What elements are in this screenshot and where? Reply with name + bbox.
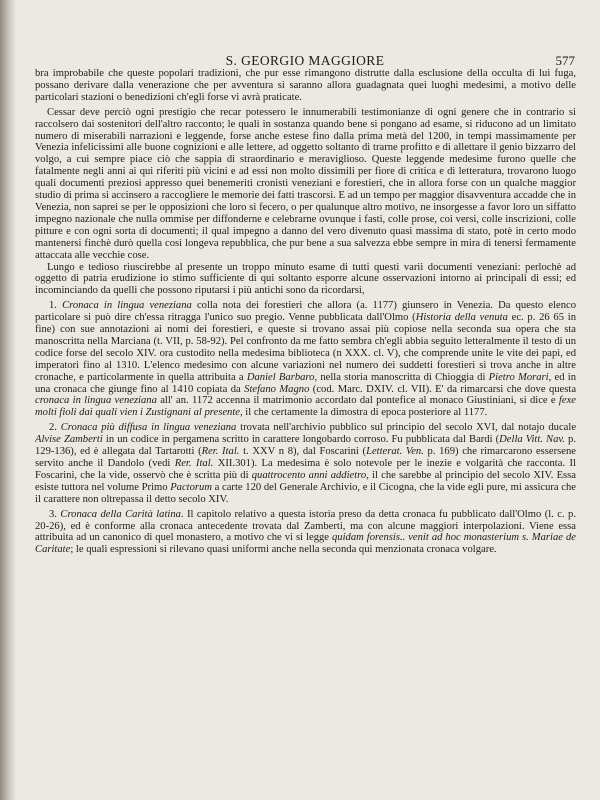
text-run: XII.301). La medesima è solo notevole per le inezie e volgarità che racconta. Il Foscarini, che la vide, osservò che è scritta più di — [35, 458, 576, 481]
text-run: , il che sarebbe al principio del secolo XIV. Essa esiste tuttora nel volume Primo — [35, 469, 576, 493]
text-run: t. XXV n 8), dal Foscarini ( — [239, 446, 367, 458]
page-number: 577 — [555, 53, 575, 68]
page-body — [35, 68, 576, 790]
text-run: . Il capitolo relativo a questa istoria preso da detta cronaca fu pubblicato dall'Olmo (l. c. p. 20-26), ed è conforme alla cronaca antecedente trovata dal Zamberti, ma con alcune maggiori interpolazioni. Viene essa attribuita ad un canonico di quel monastero, a motivo che vi si legge — [35, 508, 576, 544]
italic-text: quattrocento anni addietro — [251, 469, 367, 481]
entry-cronaca-3 — [35, 509, 576, 557]
paragraph-continuation: bra improbabile che queste popolari tradizioni, che pur esse rimangono distrutte dalla esclusione della occulta di lui fuga, possano derivare dalla venerazione che per avventura si saranno allora guadagnata quei luoghi medesimi, a motivo delle particolari stazioni o benedizioni ch'egli forse vi avrà praticate. — [35, 68, 576, 103]
text-run: 3. — [49, 508, 61, 520]
italic-text: Della Vitt. Nav. — [499, 434, 565, 446]
italic-text: Daniel Barbaro — [246, 371, 315, 383]
text-run: colla nota dei forestieri che allora (a. 1177) giunsero in Venezia. Da questo elenco particolare si può dire ch'essa ritragga l'unico suo pregio. Venne pubblicata dall'Olmo ( — [35, 300, 576, 324]
italic-text: quidam forensis.. venit ad hoc monasterium s. Mariae de Caritate — [35, 532, 576, 556]
paragraph-cessar: Cessar deve perciò ogni prestigio che recar potessero le innumerabili testimonianze di ogni genere che in contrario si raccolsero dai sostenitori dell'altro racconto; le quali in sostanza quando bene si pongano ad esame, si riducono ad un limitato numero di miserabili narrazioni e leggende, forse anche estese fino dalla prima metà del 1200, in tempi massimamente per Venezia infelicissimi alle buone cognizioni e alle lettere, ad oggetto soltanto di trarne profitto e di allettare il genio bizzarro del volgo, a cui sempre piace ciò che sappia di straordinario e meraviglioso. Queste leggende medesime furono quelle che fatalmente negli anni ai qui riferiti più vicini e ad essi non molto dissimili per fiore di critica e di letteratura, trovarono luogo quali documenti preziosi appresso quei benemeriti cronisti veneziani e forestieri, che in allora forse con un qualche maggior studio di prima si accinsero a raccogliere le memorie dei fatti trascorsi. E ad un tempo per maggior disavventura accadde che in Venezia, non saprei se per le opposizioni che loro si fecero, o per qualunque altro motivo, ne insorgesse a favor loro un siffatto impegno nazionale che nulla ommise per diffonderne e celebrarne ovunque i fasti, colle prose, coi versi, colle inscrizioni, colle pitture e con ogni sorta di documenti; il qual impegno a danno del vero divenuto quasi massima di stato, potè in certo modo mantenersi finchè durò quella così longeva repubblica, che pur bene a sua salvezza ebbe sempre in mira di tenersi fermamente attaccata alle vecchie cose. — [35, 106, 576, 261]
text-run: 1. — [49, 300, 63, 312]
entry-cronaca-2 — [35, 422, 576, 505]
text-run: all' an. 1172 accenna il matrimonio accordato dal pontefice al monaco Giustiniani, si dice e — [156, 395, 559, 407]
text-run: , nella storia manoscritta di Chioggia di — [314, 371, 489, 383]
text-run: a carte 120 del Generale Archivio, e il Cicogna, che la vide egli pure, mi assicura che il carattere non oltrepassa il detto secolo XIV. — [35, 481, 576, 505]
text-run: il che certamente la dimostra di epoca posteriore al 1177. — [242, 407, 488, 419]
italic-text: cronaca in lingua veneziana — [35, 395, 157, 407]
italic-text: Pactorum — [170, 481, 212, 493]
text-run: (cod. Marc. DXIV. cl. VII). E' da rimarcarsi che dove questa — [309, 383, 576, 395]
italic-text: Letterat. Ven. — [366, 446, 424, 458]
italic-text: Cronaca della Carità latina — [60, 508, 181, 520]
text-run: ; le quali espressioni si rilevano quasi uniformi anche nella seconda qui menzionata cronaca volgare. — [70, 544, 497, 556]
text-run: p. 169) che rimarcarono essersene servito anche il Dandolo (vedi — [35, 446, 576, 469]
italic-text: Pietro Morari — [488, 371, 549, 383]
italic-text: Historia della venuta — [415, 312, 508, 324]
page-header — [35, 54, 575, 68]
italic-text: Cronaca più diffusa in lingua veneziana — [60, 422, 237, 434]
italic-text: Rer. Ital. — [201, 446, 240, 458]
italic-text: Rer. Ital. — [174, 458, 214, 469]
paragraph-lungo: Lungo e tedioso riuscirebbe al presente un troppo minuto esame di tutti questi varii documenti veneziani: perlochè ad oggetto di patria erudizione io stimo sufficiente di qui soltanto esporre alcune osservazioni intorno ai principali di essi; ed incominciando da quelli che possono riputarsi i più antichi sono da ricordarsi, — [35, 261, 576, 297]
italic-text: fexe molti fioli dai quali vien i Zustignani al presente, — [35, 395, 576, 419]
running-head: S. GEORGIO MAGGIORE — [225, 53, 385, 68]
text-run: 2. — [49, 422, 61, 434]
italic-text: Stefano Magno — [244, 383, 310, 395]
entry-cronaca-1 — [35, 300, 576, 419]
book-spine-shadow — [0, 0, 16, 800]
text-run: , ed in una cronaca che giunge fino al 1410 copiata da — [35, 371, 576, 395]
text-run: p. 129-136), ed è allegata dal Tartarotti ( — [35, 434, 576, 458]
italic-text: Cronaca in lingua veneziana — [62, 300, 192, 312]
text-run: ec. p. 26 65 in fine) con sue annotazioni ai nomi dei forestieri, e queste si trovano assai più copiose nella seconda sua opera che sta manoscritta nella Marciana (t. VII, p. 58-92). Pel confronto da me fatto sembra ch'egli abbia seguito letteralmente il testo di un codice forse del secolo XIV. ora custodito nella medesima biblioteca (n XXX. cl. V), che comprende unite le vite dei papi, ed imperatori fino al 1310. L'elenco medesimo con alcune variazioni nel numero dei suddetti forestieri si trova anche in altre cronache, e particolarmente in quella attribuita a — [35, 312, 576, 383]
text-run: in un codice in pergamena scritto in carattere longobardo corroso. Fu pubblicata dal Bardi ( — [102, 434, 500, 446]
italic-text: Alvise Zamberti — [35, 434, 103, 446]
text-run: trovata nell'archivio pubblico sul principio del secolo XVI, dal notajo ducale — [236, 422, 576, 434]
